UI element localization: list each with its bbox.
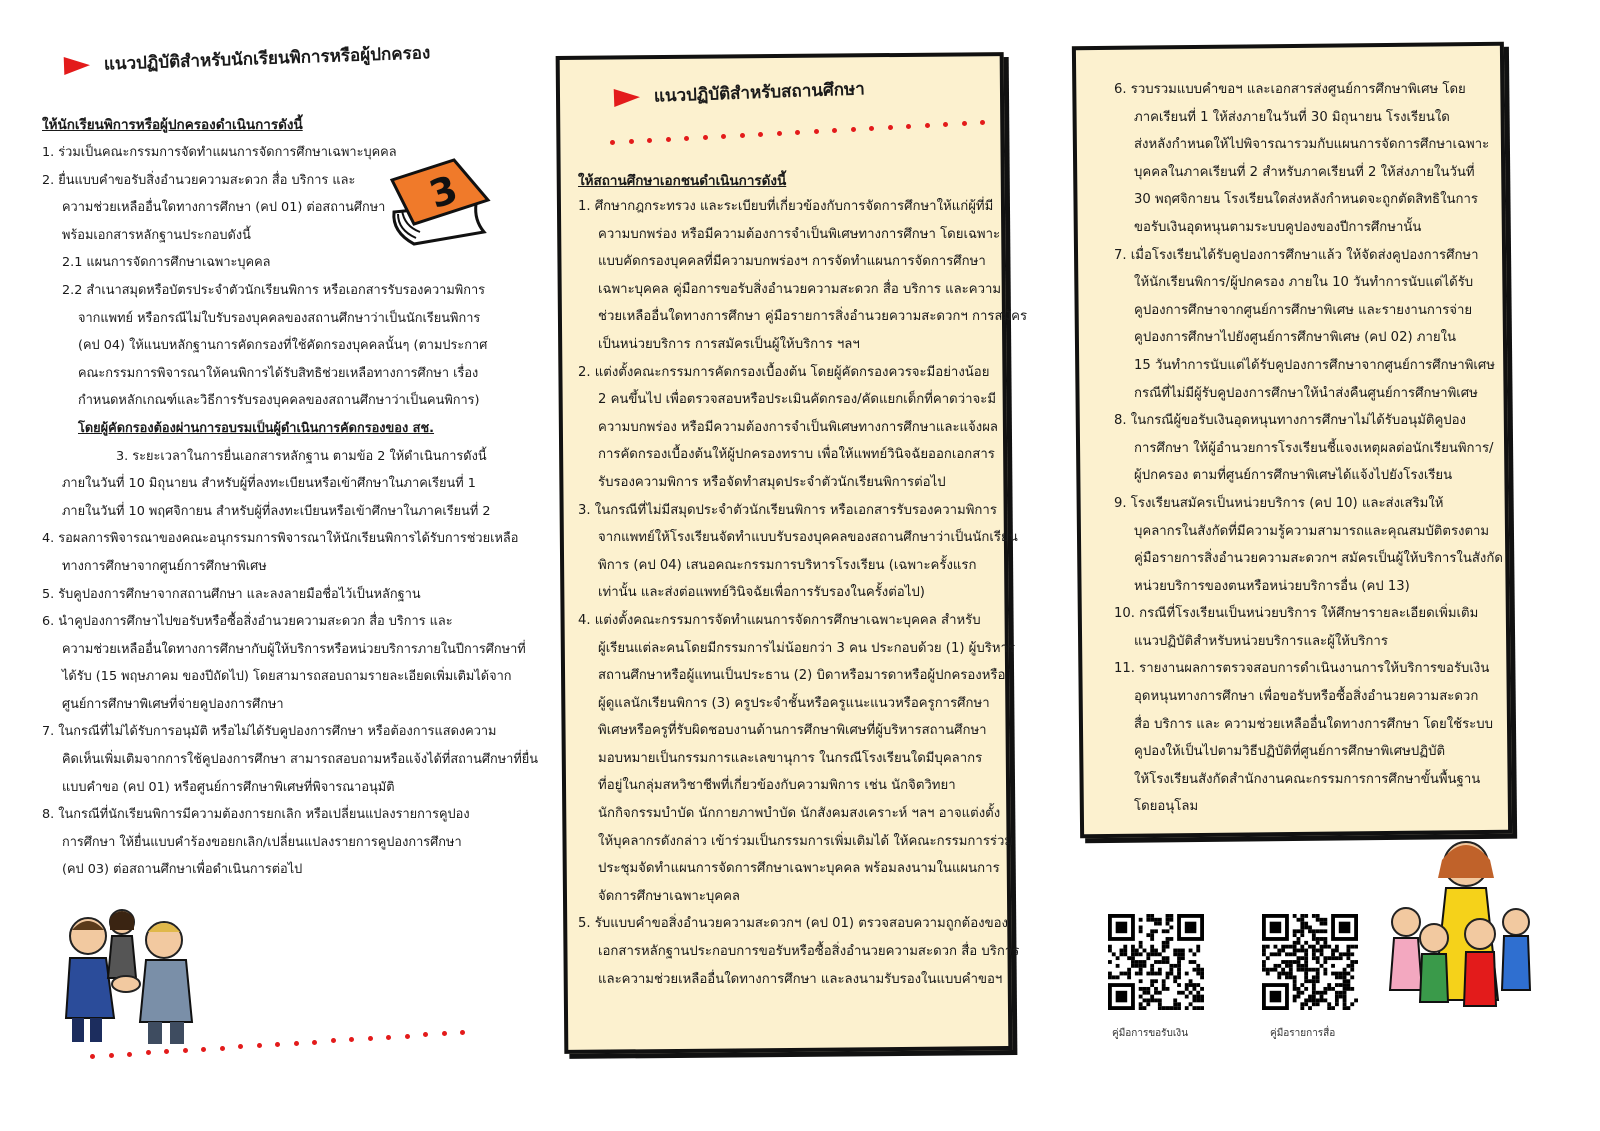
red-arrow-icon (64, 56, 91, 75)
guideline-line: ให้บุคลากรดังกล่าว เข้าร่วมเป็นกรรมการเพิ่มเติมได้ ให้คณะกรรมการร่วม (598, 833, 1014, 849)
guideline-line: ความช่วยเหลืออื่นใดทางการศึกษา (คป 01) ต่อสถานศึกษา (62, 200, 386, 216)
guideline-line: (คป 04) ให้แนบหลักฐานการคัดกรองที่ใช้คัดกรองบุคคลนั้นๆ (ตามประกาศ (78, 338, 488, 354)
red-dot (851, 127, 856, 132)
guideline-line: อุดหนุนทางการศึกษา เพื่อขอรับหรือซื้อสิ่งอำนวยความสะดวก (1134, 689, 1479, 705)
guideline-line: คูปองการศึกษาจากศูนย์การศึกษาพิเศษ และรายงานการจ่าย (1134, 302, 1473, 318)
guideline-line: เอกสารหลักฐานประกอบการขอรับหรือซื้อสิ่งอำนวยความสะดวก สื่อ บริการ (598, 944, 1020, 960)
guideline-line: ความช่วยเหลืออื่นใดทางการศึกษากับผู้ให้บริการหรือหน่วยบริการภายในปีการศึกษาที่ (62, 641, 526, 657)
school-heading: แนวปฏิบัติสำหรับสถานศึกษา (653, 79, 866, 107)
guideline-line: การศึกษา ให้ผู้อำนวยการโรงเรียนชี้แจงเหตุผลต่อนักเรียนพิการ/ (1134, 440, 1494, 456)
red-dot (405, 1034, 410, 1039)
dotted-line-decoration (92, 1030, 462, 1060)
guideline-line: ความบกพร่อง หรือมีความต้องการจำเป็นพิเศษทางการศึกษาและแจ้งผล (598, 419, 999, 435)
guideline-line: บุคลากรในสังกัดที่มีความรู้ความสามารถและคุณสมบัติตรงตาม (1134, 523, 1490, 539)
guideline-line: ผู้ปกครอง ตามที่ศูนย์การศึกษาพิเศษได้แจ้งไปยังโรงเรียน (1134, 468, 1453, 484)
qr-caption-funding-manual: คู่มือการขอรับเงิน (1112, 1028, 1189, 1039)
red-dot (962, 121, 967, 126)
guideline-line: จากแพทย์ให้โรงเรียนจัดทำแบบรับรองบุคคลของสถานศึกษาว่าเป็นนักเรียน (598, 530, 1018, 546)
guideline-line: กำหนดหลักเกณฑ์และวิธีการรับรองบุคคลของสถานศึกษาว่าเป็นคนพิการ) (78, 393, 480, 409)
guideline-line: ช่วยเหลืออื่นใดทางการศึกษา คู่มือรายการสิ่งอำนวยความสะดวกฯ การสมัคร (598, 309, 1028, 325)
red-dot (146, 1050, 151, 1055)
red-dot (201, 1047, 206, 1052)
guideline-line: ส่งหลังกำหนดให้ไปพิจารณารวมกับแผนการจัดการศึกษาเฉพาะ (1134, 137, 1490, 153)
guideline-line: สื่อ บริการ และ ความช่วยเหลืออื่นใดทางการศึกษา โดยใช้ระบบ (1134, 716, 1494, 732)
guideline-line: จัดการศึกษาเฉพาะบุคคล (598, 888, 740, 904)
student-heading: แนวปฏิบัติสำหรับนักเรียนพิการหรือผู้ปกครอง (103, 43, 431, 75)
guideline-line: 2. ยื่นแบบคำขอรับสิ่งอำนวยความสะดวก สื่อ บริการ และ (42, 172, 356, 188)
svg-text:3: 3 (424, 166, 463, 217)
guideline-line: การคัดกรองเบื้องต้นให้ผู้ปกครองทราบ เพื่อให้แพทย์วินิจฉัยออกเอกสาร (598, 447, 995, 463)
guideline-line: แบบคัดกรองบุคคลที่มีความบกพร่องฯ การจัดทำแผนการจัดการศึกษา (598, 254, 986, 270)
red-dot (312, 1040, 317, 1045)
guideline-line: 15 วันทำการนับแต่ได้รับคูปองการศึกษาจากศูนย์การศึกษาพิเศษ (1134, 357, 1495, 373)
red-dot (331, 1038, 336, 1043)
student-subheading: ให้นักเรียนพิการหรือผู้ปกครองดำเนินการดังนี้ (42, 117, 303, 133)
guideline-line: โดยอนุโลม (1134, 799, 1199, 815)
guideline-line: (คป 03) ต่อสถานศึกษาเพื่อดำเนินการต่อไป (62, 862, 303, 878)
red-dot (423, 1032, 428, 1037)
guideline-line: 8. ในกรณีที่นักเรียนพิการมีความต้องการยกเลิก หรือเปลี่ยนแปลงรายการคูปอง (42, 807, 470, 823)
guideline-line: สถานศึกษาหรือผู้แทนเป็นประธาน (2) บิดาหรือมารดาหรือผู้ปกครองหรือ (598, 668, 1006, 684)
guideline-line: 10. กรณีที่โรงเรียนเป็นหน่วยบริการ ให้ศึกษารายละเอียดเพิ่มเติม (1114, 606, 1479, 622)
guideline-line: ภายในวันที่ 10 พฤศจิกายน สำหรับผู้ที่ลงทะเบียนหรือเข้าศึกษาในภาคเรียนที่ 2 (62, 503, 491, 519)
red-dot (647, 138, 652, 143)
guideline-line: 2.2 สำเนาสมุดหรือบัตรประจำตัวนักเรียนพิการ หรือเอกสารรับรองความพิการ (62, 282, 486, 298)
guideline-line: พร้อมเอกสารหลักฐานประกอบดังนี้ (62, 227, 251, 243)
red-dot (164, 1049, 169, 1054)
red-dot (610, 140, 615, 145)
guideline-line: 3. ในกรณีที่ไม่มีสมุดประจำตัวนักเรียนพิการ หรือเอกสารรับรองความพิการ (578, 502, 997, 518)
guideline-line: และความช่วยเหลืออื่นใดทางการศึกษา และลงนามรับรองในแบบคำขอฯ (598, 971, 1003, 987)
guideline-line: พิเศษหรือครูที่รับผิดชอบงานด้านการศึกษาพิเศษที่ผู้บริหารสถานศึกษา (598, 723, 987, 739)
guideline-line: ประชุมจัดทำแผนการจัดการศึกษาเฉพาะบุคคล พร้อมลงนามในแผนการ (598, 861, 1000, 877)
guideline-line: 4. แต่งตั้งคณะกรรมการจัดทำแผนการจัดการศึกษาเฉพาะบุคคล สำหรับ (578, 612, 981, 628)
guideline-line: 6. รวบรวมแบบคำขอฯ และเอกสารส่งศูนย์การศึกษาพิเศษ โดย (1114, 82, 1466, 97)
red-dot (220, 1046, 225, 1051)
red-dot (925, 123, 930, 128)
red-dot (777, 131, 782, 136)
guideline-line: 8. ในกรณีผู้ขอรับเงินอุดหนุนทางการศึกษาไม่ได้รับอนุมัติคูปอง (1114, 413, 1466, 429)
red-dot (721, 134, 726, 139)
guideline-line: การศึกษา ให้ยื่นแบบคำร้องขอยกเลิก/เปลี่ยนแปลงรายการคูปองการศึกษา (62, 834, 462, 850)
guideline-line: โดยผู้คัดกรองต้องผ่านการอบรมเป็นผู้ดำเนินการคัดกรองของ สช. (78, 420, 435, 436)
school-guideline-list-continued (1114, 76, 1503, 821)
guideline-line: กรณีที่ไม่มีผู้รับคูปองการศึกษาให้นำส่งคืนศูนย์การศึกษาพิเศษ (1134, 385, 1478, 401)
guideline-line: คูปองให้เป็นไปตามวิธีปฏิบัติที่ศูนย์การศึกษาพิเศษปฏิบัติ (1134, 744, 1446, 760)
guideline-line: ให้โรงเรียนสังกัดสำนักงานคณะกรรมการการศึกษาขั้นพื้นฐาน (1134, 771, 1481, 787)
guideline-line: ศูนย์การศึกษาพิเศษที่จ่ายคูปองการศึกษา (62, 696, 284, 712)
red-dot (869, 126, 874, 131)
red-dot (109, 1053, 114, 1058)
guideline-line: 1. ศึกษากฎกระทรวง และระเบียบที่เกี่ยวข้องกับการจัดการศึกษาให้แก่ผู้ที่มี (578, 199, 994, 214)
guideline-line: เฉพาะบุคคล คู่มือการขอรับสิ่งอำนวยความสะดวก สื่อ บริการ และความ (598, 281, 1002, 297)
guideline-line: ภายในวันที่ 10 มิถุนายน สำหรับผู้ที่ลงทะเบียนหรือเข้าศึกษาในภาคเรียนที่ 1 (62, 476, 476, 492)
guideline-line: เท่านั้น และส่งต่อแพทย์วินิจฉัยเพื่อการรับรองในครั้งต่อไป) (598, 585, 925, 601)
red-dot (906, 124, 911, 129)
guideline-line: คณะกรรมการพิจารณาให้คนพิการได้รับสิทธิช่วยเหลือทางการศึกษา เรื่อง (78, 365, 479, 381)
red-dot (257, 1043, 262, 1048)
guideline-line: 2. แต่งตั้งคณะกรรมการคัดกรองเบื้องต้น โดยผู้คัดกรองควรจะมีอย่างน้อย (578, 364, 990, 380)
guideline-line: คูปองการศึกษาไปยังศูนย์การศึกษาพิเศษ (คป 02) ภายใน (1134, 330, 1457, 346)
qr-code-media-list[interactable] (1262, 914, 1358, 1010)
guideline-line: 4. รอผลการพิจารณาของคณะอนุกรรมการพิจารณาให้นักเรียนพิการได้รับการช่วยเหลือ (42, 531, 519, 547)
guideline-line: ที่อยู่ในกลุ่มสหวิชาชีพที่เกี่ยวข้องกับความพิการ เช่น นักจิตวิทยา (598, 778, 956, 794)
guideline-line: คู่มือรายการสิ่งอำนวยความสะดวกฯ สมัครเป็นผู้ให้บริการในสังกัด (1134, 551, 1503, 567)
school-subheading: ให้สถานศึกษาเอกชนดำเนินการดังนี้ (578, 173, 787, 189)
guideline-line: 7. เมื่อโรงเรียนได้รับคูปองการศึกษาแล้ว ให้จัดส่งคูปองการศึกษา (1114, 247, 1479, 263)
guideline-line: มอบหมายเป็นกรรมการและเลขานุการ ในกรณีโรงเรียนใดมีบุคลากร (598, 750, 983, 766)
guideline-line: จากแพทย์ หรือกรณีไม่ใบรับรองบุคคลของสถานศึกษาว่าเป็นนักเรียนพิการ (78, 310, 481, 326)
red-dot (629, 139, 634, 144)
student-heading-row (64, 36, 513, 79)
guideline-line: บุคคลในภาคเรียนที่ 2 สำหรับภาคเรียนที่ 2 ให้ส่งภายในวันที่ (1134, 164, 1475, 180)
qr-code-funding-manual[interactable] (1108, 914, 1204, 1010)
guideline-line: ความบกพร่อง หรือมีความต้องการจำเป็นพิเศษทางการศึกษา โดยเฉพาะ (598, 226, 1001, 242)
school-guideline-list (578, 193, 1028, 993)
handshake-people-illustration (52, 900, 202, 1050)
guideline-line: ให้นักเรียนพิการ/ผู้ปกครอง ภายใน 10 วันทำการนับแต่ได้รับ (1134, 275, 1474, 291)
red-dot (740, 133, 745, 138)
red-dot (349, 1037, 354, 1042)
guideline-line: คิดเห็นเพิ่มเติมจากการใช้คูปองการศึกษา สามารถสอบถามหรือแจ้งได้ที่สถานศึกษาที่ยื่น (62, 752, 539, 768)
guideline-line: แนวปฏิบัติสำหรับหน่วยบริการและผู้ให้บริการ (1134, 633, 1388, 649)
red-dot (442, 1031, 447, 1036)
red-dot (275, 1042, 280, 1047)
dotted-line-decoration (612, 116, 982, 146)
red-dot (460, 1030, 465, 1035)
red-dot (666, 137, 671, 142)
guideline-line: 3. ระยะเวลาในการยื่นเอกสารหลักฐาน ตามข้อ 2 ให้ดำเนินการดังนี้ (116, 448, 487, 464)
guideline-line: พิการ (คป 04) เสนอคณะกรรมการบริหารโรงเรียน (เฉพาะครั้งแรก (598, 557, 977, 573)
red-dot (127, 1052, 132, 1057)
red-dot (888, 125, 893, 130)
guideline-line: รับรองความพิการ หรือจัดทำสมุดประจำตัวนักเรียนพิการต่อไป (598, 474, 946, 490)
red-arrow-icon (614, 88, 641, 107)
guideline-line: 5. รับคูปองการศึกษาจากสถานศึกษา และลงลายมือชื่อไว้เป็นหลักฐาน (42, 586, 421, 602)
guideline-line: 7. ในกรณีที่ไม่ได้รับการอนุมัติ หรือไม่ได้รับคูปองการศึกษา หรือต้องการแสดงความ (42, 724, 497, 740)
red-dot (684, 136, 689, 141)
red-dot (795, 130, 800, 135)
family-illustration (1384, 830, 1534, 1020)
guideline-line: ผู้ดูแลนักเรียนพิการ (3) ครูประจำชั้นหรือครูแนะแนวหรือครูการศึกษา (598, 695, 990, 711)
red-dot (814, 129, 819, 134)
guideline-line: ภาคเรียนที่ 1 ให้ส่งภายในวันที่ 30 มิถุนายน โรงเรียนใด (1134, 109, 1450, 125)
column-school-guidelines-continued (1114, 76, 1503, 821)
guideline-line: 2 คนขึ้นไป เพื่อตรวจสอบหรือประเมินคัดกรอง/คัดแยกเด็กที่คาดว่าจะมี (598, 392, 997, 408)
guideline-line: ขอรับเงินอุดหนุนตามระบบคูปองของปีการศึกษานั้น (1134, 219, 1422, 235)
qr-caption-media-list: คู่มือรายการสื่อ (1270, 1028, 1336, 1039)
red-dot (368, 1036, 373, 1041)
column-school-guidelines (578, 79, 1028, 993)
guideline-line: หน่วยบริการของตนหรือหน่วยบริการอื่น (คป 13) (1134, 578, 1410, 594)
red-dot (703, 135, 708, 140)
red-dot (183, 1048, 188, 1053)
guideline-line: 6. นำคูปองการศึกษาไปขอรับหรือซื้อสิ่งอำนวยความสะดวก สื่อ บริการ และ (42, 614, 453, 630)
guideline-line: 30 พฤศจิกายน โรงเรียนใดส่งหลังกำหนดจะถูกตัดสิทธิในการ (1134, 192, 1479, 208)
guideline-line: ทางการศึกษาจากศูนย์การศึกษาพิเศษ (62, 558, 267, 574)
guideline-line: 11. รายงานผลการตรวจสอบการดำเนินงานการให้บริการขอรับเงิน (1114, 661, 1490, 677)
red-dot (386, 1035, 391, 1040)
guideline-line: แบบคำขอ (คป 01) หรือศูนย์การศึกษาพิเศษที่พิจารณาอนุมัติ (62, 779, 395, 795)
guideline-line: 1. ร่วมเป็นคณะกรรมการจัดทำแผนการจัดการศึกษาเฉพาะบุคคล (42, 145, 397, 160)
red-dot (238, 1044, 243, 1049)
guideline-line: 9. โรงเรียนสมัครเป็นหน่วยบริการ (คป 10) และส่งเสริมให้ (1114, 495, 1444, 511)
red-dot (90, 1054, 95, 1059)
guideline-line: ได้รับ (15 พฤษภาคม ของปีถัดไป) โดยสามารถสอบถามรายละเอียดเพิ่มเติมได้จาก (62, 669, 512, 685)
red-dot (294, 1041, 299, 1046)
guideline-line: ผู้เรียนแต่ละคนโดยมีกรรมการไม่น้อยกว่า 3 คน ประกอบด้วย (1) ผู้บริหาร (598, 640, 1016, 656)
red-dot (943, 122, 948, 127)
book-number-3-icon (384, 152, 494, 252)
guideline-line: 5. รับแบบคำขอสิ่งอำนวยความสะดวกฯ (คป 01) ตรวจสอบความถูกต้องของ (578, 916, 1008, 932)
guideline-line: 2.1 แผนการจัดการศึกษาเฉพาะบุคคล (62, 255, 271, 271)
red-dot (758, 132, 763, 137)
guideline-line: เป็นหน่วยบริการ การสมัครเป็นผู้ให้บริการ ฯลฯ (598, 336, 860, 352)
red-dot (832, 128, 837, 133)
guideline-line: นักกิจกรรมบำบัด นักกายภาพบำบัด นักสังคมสงเคราะห์ ฯลฯ อาจแต่งตั้ง (598, 806, 1001, 822)
red-dot (980, 120, 985, 125)
